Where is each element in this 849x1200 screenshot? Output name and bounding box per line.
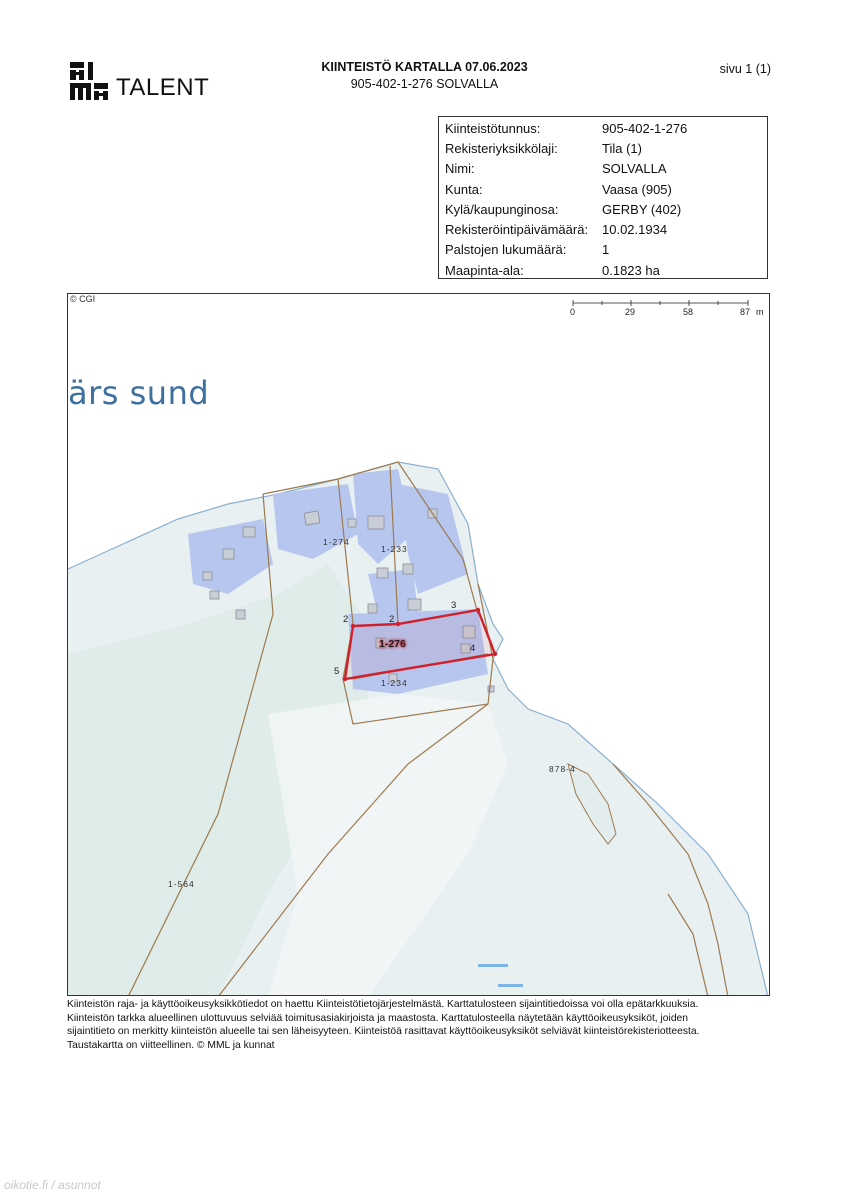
scale-unit-label: m: [756, 307, 764, 317]
info-value: 10.02.1934: [602, 222, 668, 238]
parcel-label: 1-564: [168, 879, 195, 889]
info-key: Nimi:: [445, 161, 475, 177]
scale-tick-label: 87: [740, 307, 751, 317]
info-row: [445, 260, 761, 280]
parcel-label: 1-233: [381, 544, 408, 554]
map-copyright: © CGI: [70, 294, 96, 304]
info-value: 905-402-1-276: [602, 120, 688, 136]
document-subtitle: 905-402-1-276 SOLVALLA: [350, 77, 499, 91]
corner-point-label: 5: [334, 666, 340, 677]
land-light-tint: [268, 694, 508, 996]
disclaimer-line: sijaintitieto on merkitty kiinteistön alueelle tai sen läheisyyteen. Kiinteistöä rasittavat käyttöoikeusyksiköt selviävät kiinteistörekisteriotteesta.: [67, 1026, 700, 1038]
corner-point-label: 3: [451, 600, 457, 611]
scale-bar-line: [568, 298, 768, 308]
corner-point-label: 2: [343, 614, 349, 625]
info-key: Rekisteriyksikkölaji:: [445, 140, 558, 156]
map-disclaimer: [67, 998, 772, 1052]
info-value: 0.1823 ha: [602, 262, 660, 278]
disclaimer-line: Taustakartta on viitteellinen. © MML ja kunnat: [67, 1039, 275, 1051]
info-value: Vaasa (905): [602, 181, 672, 197]
watermark: oikotie.fi / asunnot: [4, 1178, 101, 1192]
info-key: Kiinteistötunnus:: [445, 120, 541, 136]
info-key: Rekisteröintipäivämäärä:: [445, 222, 589, 238]
disclaimer-line: Kiinteistön tarkka alueellinen ulottuvuus selviää toimitusasiakirjoista ja maastosta. Karttatulosteella näytetään käyttöoikeusyksiköt, joiden: [67, 1012, 689, 1024]
info-row: [445, 118, 761, 138]
parcel-label: 1-234: [381, 678, 408, 688]
island-878-4: [568, 764, 616, 844]
info-value: SOLVALLA: [602, 161, 667, 177]
scale-tick-label: 29: [625, 307, 636, 317]
document-title: KIINTEISTÖ KARTALLA 07.06.2023: [321, 60, 528, 74]
info-key: Kylä/kaupunginosa:: [445, 201, 559, 217]
pond-markers: [478, 964, 523, 987]
scale-tick-label: 58: [683, 307, 694, 317]
info-row: [445, 138, 761, 158]
active-parcel-label: 1-276: [379, 638, 406, 650]
info-key: Kunta:: [445, 181, 483, 197]
parcel-label: 878-4: [549, 764, 576, 774]
corner-point-label: 4: [470, 643, 476, 654]
info-row: [445, 240, 761, 260]
info-value: GERBY (402): [602, 201, 682, 217]
logo-wordmark: TALENT: [116, 74, 210, 101]
corner-point-label: 2: [389, 614, 395, 625]
page-number: sivu 1 (1): [719, 62, 771, 76]
parcel-label: 1-274: [323, 537, 350, 547]
water-body-label: ärs sund: [68, 374, 210, 412]
info-key: Palstojen lukumäärä:: [445, 242, 567, 258]
disclaimer-line: Kiinteistön raja- ja käyttöoikeusyksikkötiedot on haettu Kiinteistötietojärjestelmästä. Karttatulosteen sijaintitiedoissa voi olla epätarkkuuksia.: [67, 999, 699, 1010]
property-map[interactable]: [67, 293, 770, 996]
info-row: [445, 219, 761, 239]
info-value: Tila (1): [602, 140, 642, 156]
scale-tick-label: 0: [570, 307, 576, 317]
info-row: [445, 199, 761, 219]
info-row: [445, 159, 761, 179]
info-value: 1: [602, 242, 610, 258]
info-key: Maapinta-ala:: [445, 262, 524, 278]
property-info-table: [438, 116, 768, 279]
scale-bar: [568, 298, 768, 320]
info-row: [445, 179, 761, 199]
